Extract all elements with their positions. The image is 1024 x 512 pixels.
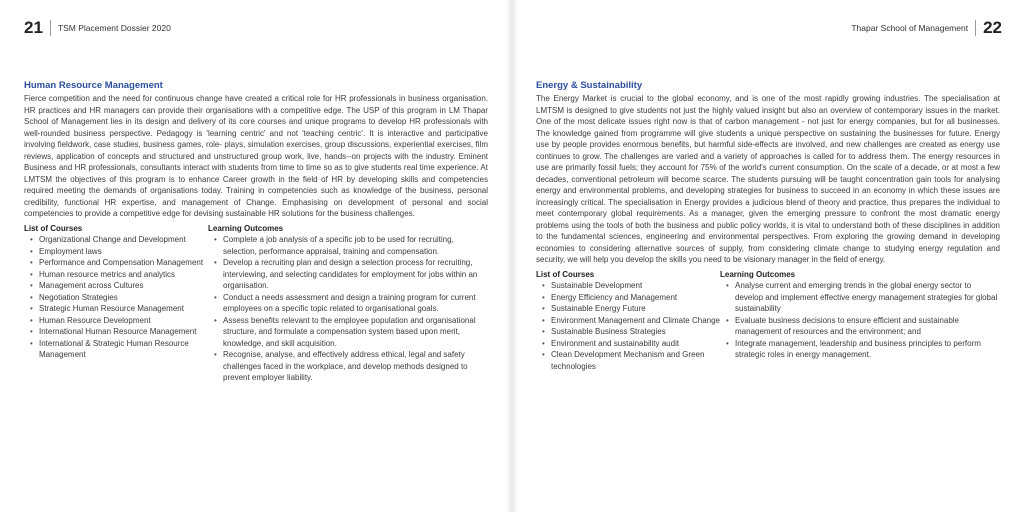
page-number: 21 (24, 18, 43, 37)
list-item: • Environment and sustainability audit (536, 338, 720, 350)
courses-list (536, 280, 720, 372)
list-item: • Sustainable Energy Future (536, 303, 720, 315)
outcomes-list (208, 234, 488, 384)
section-intro: Fierce competition and the need for continuous change have created a critical role for HR professionals in business organisation. HR practices and HR managers can provide their organisations with a competitive edge. The USP of this program in LM Thapar School of Management lies in its design and delivery of its core courses and unique programs to develop HR professionals with well-rounded business perspective. Pedagogy is 'learning centric' and not 'teaching centric'. It is interactive and participative involving fieldwork, case studies, business games, role- plays, simulation exercises, group discussions, experiential exercises, film reviews, application of concepts and structured and unstructured group work, live, hands--on projects with the industry. Eminent Business and HR professionals, consultants interact with students from time to time so as to give students real time experience. At LMTSM the objectives of this program is to enhance Career growth in the field of HR by developing skills and competencies required meeting the demands of organisations today. Training in competencies such as knowledge of the business, personal credibility, functional HR expertise, and management of Change. Emphasising on development of personal and social competencies to provide a competitive edge for devising sustainable HR solutions for the business challenges. (24, 94, 488, 218)
list-item: • Employment laws (24, 246, 208, 258)
list-item: • Conduct a needs assessment and design a training program for current employees on a specific topic related to organisational goals. (208, 292, 488, 315)
page-gutter (506, 0, 518, 512)
list-item: • International & Strategic Human Resource Management (24, 338, 208, 361)
list-item: • Sustainable Business Strategies (536, 326, 720, 338)
list-item: • Analyse current and emerging trends in the global energy sector to develop and implement effective energy management strategies for global sustainability (720, 280, 1000, 315)
list-item: • Performance and Compensation Management (24, 257, 208, 269)
header-title: TSM Placement Dossier 2020 (57, 23, 171, 33)
hr-section (24, 80, 488, 384)
energy-section (536, 80, 1000, 372)
header-divider (975, 20, 976, 36)
list-item: • Recognise, analyse, and effectively address ethical, legal and safety challenges faced in the workplace, and develop methods designed to prevent employer liability. (208, 349, 488, 384)
section-title: Human Resource Management (24, 80, 163, 91)
list-item: • Energy Efficiency and Management (536, 292, 720, 304)
section-title: Energy & Sustainability (536, 80, 643, 91)
header-divider (50, 20, 51, 36)
list-item: • Organizational Change and Development (24, 234, 208, 246)
page-number: 22 (983, 18, 1002, 37)
list-item: • Human Resource Development (24, 315, 208, 327)
header-title: Thapar School of Management (851, 23, 969, 33)
list-item: • Develop a recruiting plan and design a selection process for recruiting, interviewing, and selecting candidates for employment for jobs within an organisation. (208, 257, 488, 292)
list-item: • Assess benefits relevant to the employee population and organisational structure, and formulate a compensation system based upon merit, knowledge, and skill acquisition. (208, 315, 488, 350)
courses-list (24, 234, 208, 361)
courses-column (536, 269, 720, 373)
list-item: • Management across Cultures (24, 280, 208, 292)
section-intro: The Energy Market is crucial to the global economy, and is one of the most rapidly growing industries. The specialisation at LMTSM is designed to give students not just the highly valued insight but also an overview of contemporary issues in the market. One of the most delicate issues right now is that of carbon management - not just for energy companies, but for all businesses. The knowledge gained from programme will give students a unique perspective on sustaining the businesses for future. Energy use by people provides enormous benefits, but harmful side-effects are involved, and new challenges are created as energy use continues to grow. The challenges are varied and a variety of approaches is called for to address them. The energy resources in use are primarily fossil fuels; they account for 75% of the world's current consumption. On the scale of a decade, or at most a few decades, conventional petroleum will become scarce. The students pursuing will be taught concentration gain tools for analysing energy and environmental problems, and developing strategies for business to succeed in an economy in which these issues are increasingly critical. The specialisation in Energy provides a judicious blend of theory and practice, thus prepares the individual to meet contemporary global requirements. As a manager, given the emerging pressure to confront the most dramatic energy problems using the tools of both the business and public policy worlds, it is vital to understand both of these disciplines in addition to the fundamental sciences, engineering and environmental perspectives. From exploring the growing demand in developing economies to considering alternative sources of supply, from considering climate change to studying energy regulation and security, we will help you develop the skills you need to be visionary manager in the field of energy. (536, 94, 1000, 264)
outcomes-heading: Learning Outcomes (720, 269, 796, 279)
outcomes-column (720, 269, 1000, 373)
list-item: • Negotiation Strategies (24, 292, 208, 304)
list-item: • Human resource metrics and analytics (24, 269, 208, 281)
section-lists (536, 269, 1000, 373)
outcomes-heading: Learning Outcomes (208, 223, 284, 233)
list-item: • Environment Management and Climate Change (536, 315, 720, 327)
right-page-header (851, 18, 1002, 38)
list-item: • Complete a job analysis of a specific job to be used for recruiting, selection, performance appraisal, training and compensation. (208, 234, 488, 257)
courses-column (24, 223, 208, 384)
list-item: • Strategic Human Resource Management (24, 303, 208, 315)
section-lists (24, 223, 488, 384)
outcomes-list (720, 280, 1000, 361)
list-item: • Evaluate business decisions to ensure efficient and sustainable management of resources and the environment; and (720, 315, 1000, 338)
courses-heading: List of Courses (24, 223, 83, 233)
left-page-header (24, 18, 171, 38)
list-item: • Sustainable Development (536, 280, 720, 292)
list-item: • Clean Development Mechanism and Green technologies (536, 349, 720, 372)
list-item: • International Human Resource Management (24, 326, 208, 338)
courses-heading: List of Courses (536, 269, 595, 279)
list-item: • Integrate management, leadership and business principles to perform strategic roles in energy management. (720, 338, 1000, 361)
outcomes-column (208, 223, 488, 384)
